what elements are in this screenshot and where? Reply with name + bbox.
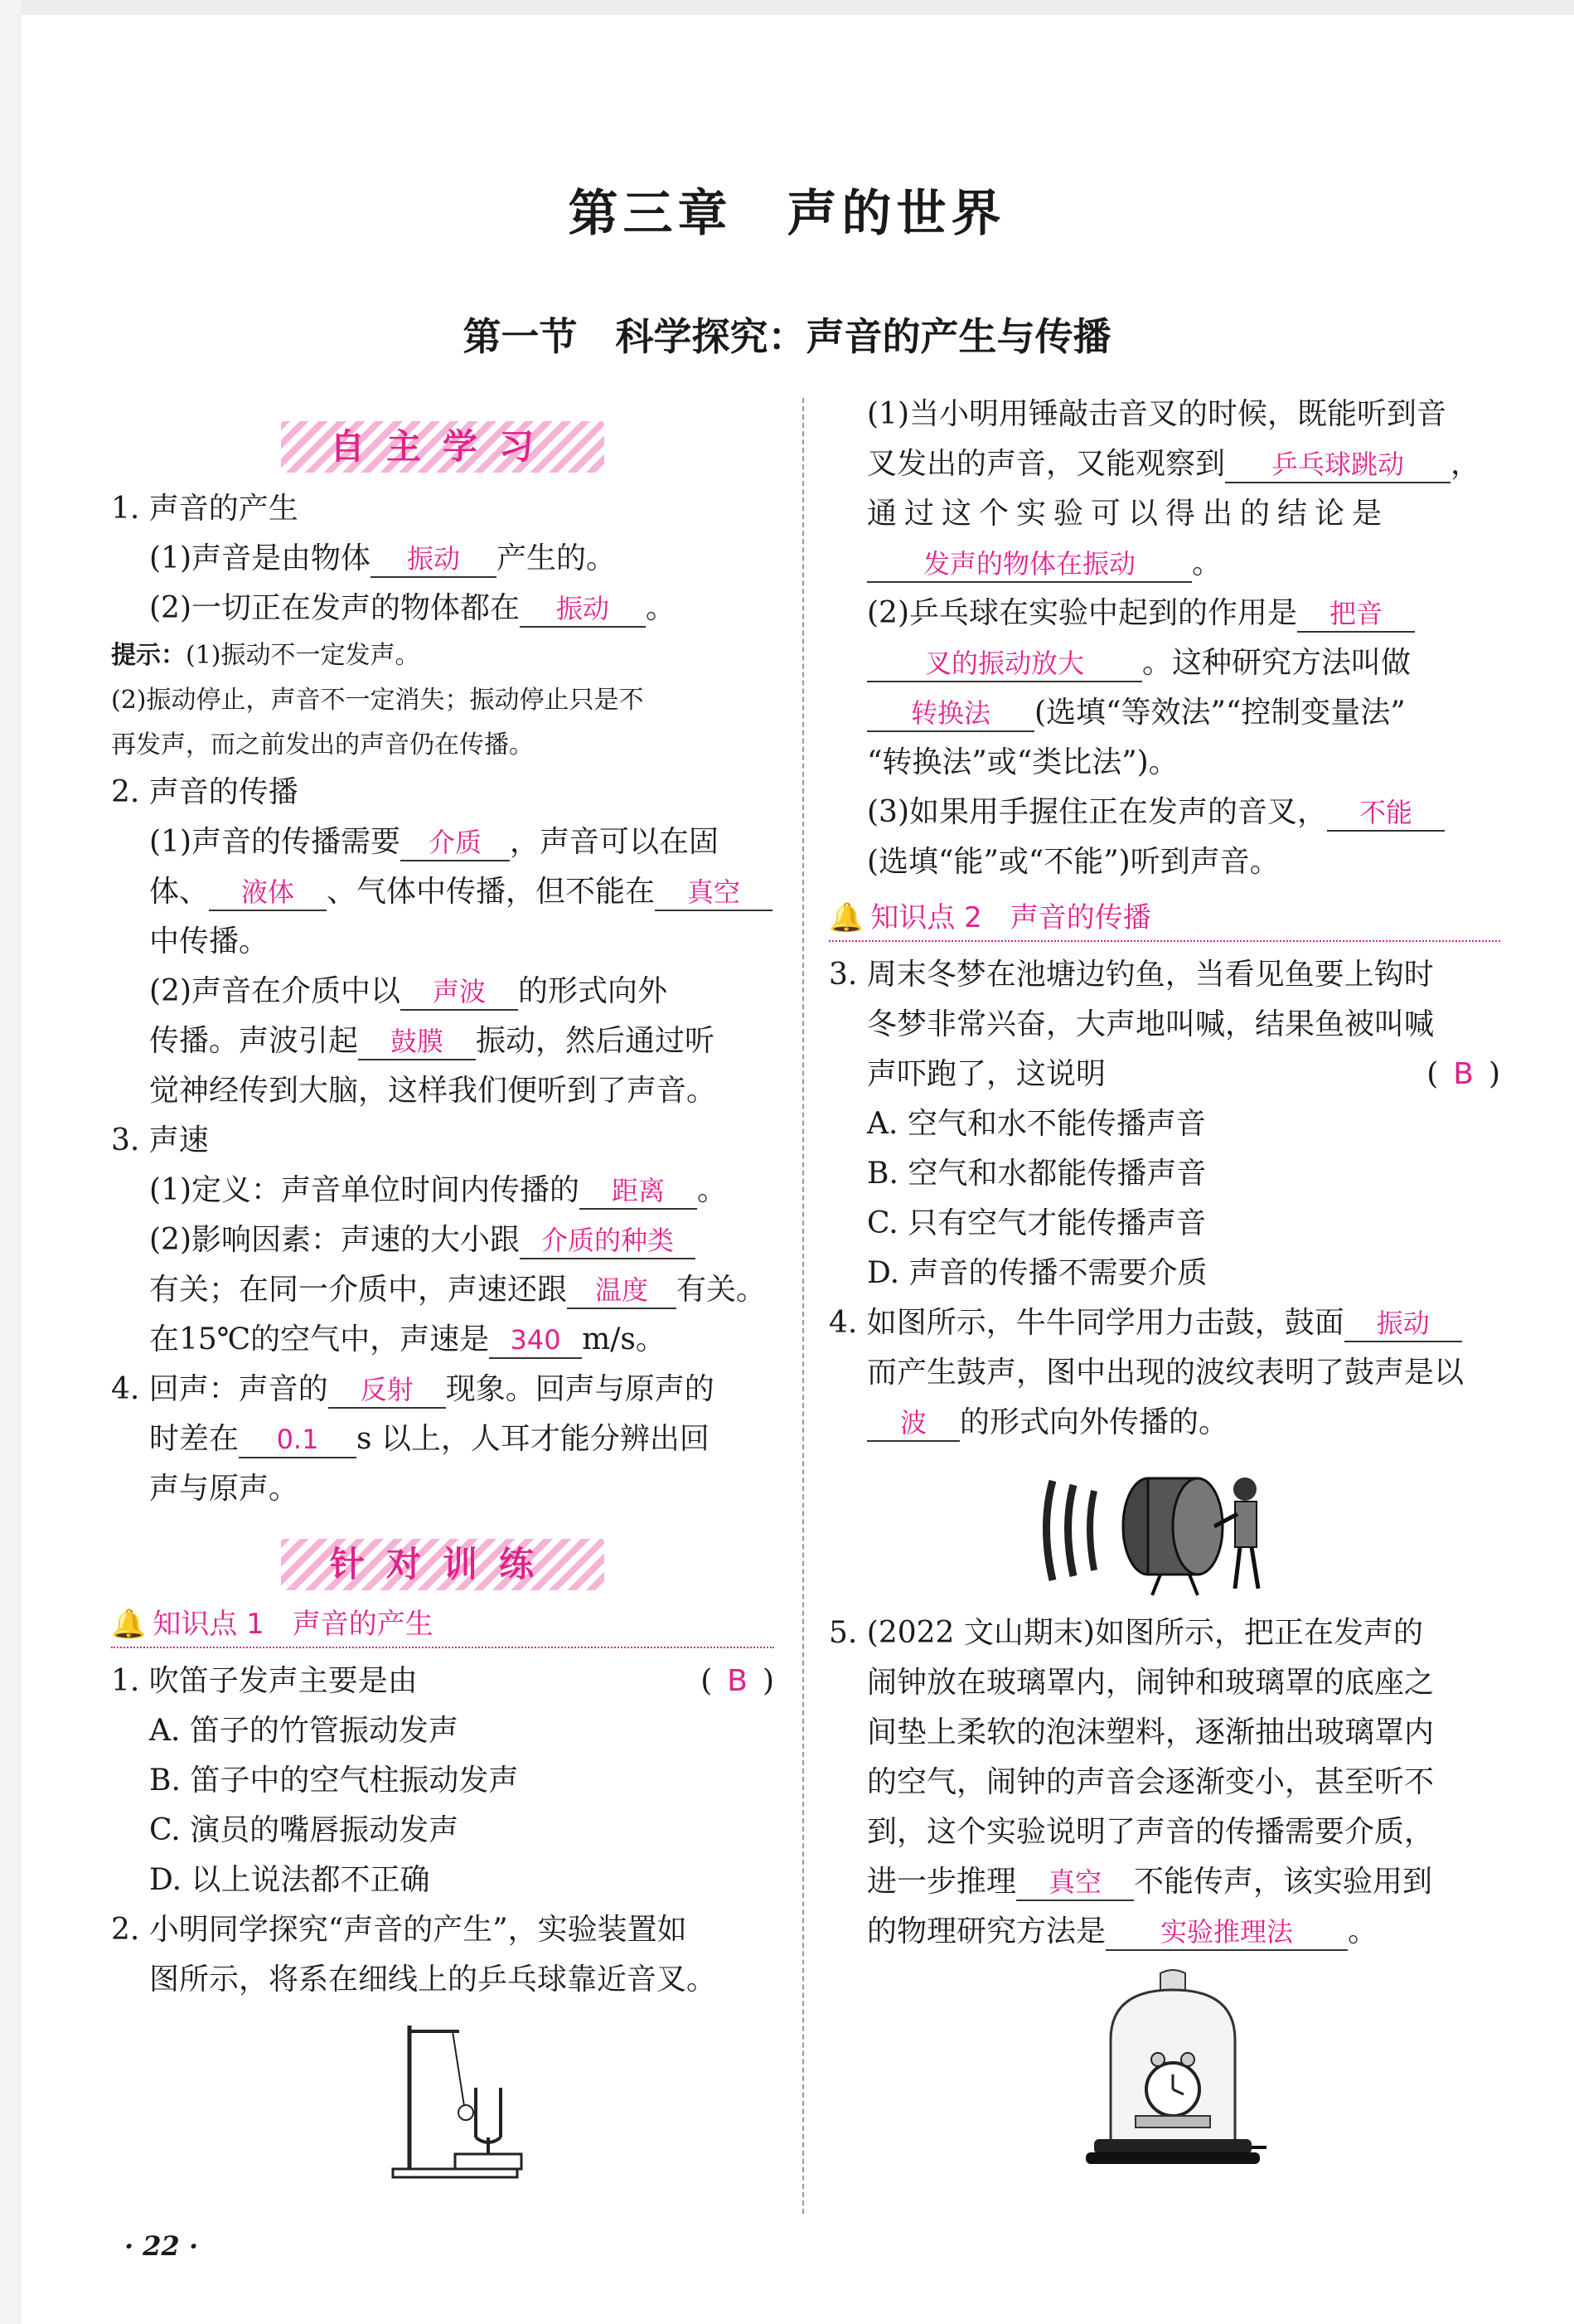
answer-blank: 发声的物体在振动 bbox=[867, 546, 1192, 583]
answer-blank: 声波 bbox=[400, 974, 518, 1011]
s3-title: 3. 声速 bbox=[111, 1123, 209, 1157]
figure-bell-jar bbox=[829, 1965, 1500, 2176]
answer-blank: 不能 bbox=[1327, 795, 1445, 832]
bell-icon: 🔔 bbox=[111, 1608, 147, 1641]
q2p1-line3: 通过这个实验可以得出的结论是 bbox=[867, 497, 1390, 531]
q3-option-d: D. 声音的传播不需要介质 bbox=[867, 1256, 1208, 1290]
q5-line1: 5. (2022 文山期末)如图所示，把正在发声的 bbox=[829, 1616, 1423, 1650]
figure-tuning-fork-apparatus bbox=[111, 2013, 774, 2191]
s2-line3: 中传播。 bbox=[149, 924, 269, 958]
left-column bbox=[111, 415, 774, 2199]
answer-blank: 介质的种类 bbox=[520, 1223, 695, 1259]
answer-blank: 340 bbox=[489, 1322, 582, 1359]
q4-line1: 4. 如图所示，牛牛同学用力击鼓，鼓面 振动 bbox=[829, 1298, 1500, 1348]
q5-line6: 进一步推理 真空 不能传声，该实验用到 bbox=[829, 1857, 1500, 1907]
answer-blank: 真空 bbox=[1016, 1865, 1134, 1901]
banner-self-study: 自主学习 bbox=[281, 421, 604, 473]
q2-stem-line2: 图所示，将系在细线上的乒乓球靠近音叉。 bbox=[149, 1963, 717, 1997]
q1-stem: 1. 吹笛子发声主要是由 ( B ) bbox=[111, 1657, 774, 1706]
scan-edge-top bbox=[0, 0, 1574, 15]
answer-blank: 转换法 bbox=[867, 696, 1034, 732]
q5-line7: 的物理研究方法是 实验推理法 。 bbox=[829, 1907, 1500, 1957]
hint-line2: (2)振动停止，声音不一定消失；振动停止只是不 bbox=[111, 686, 644, 715]
s2-line5: 传播。声波引起 鼓膜 振动，然后通过听 bbox=[111, 1016, 774, 1066]
answer-paren: ( B ) bbox=[1426, 1057, 1500, 1091]
s1-line2: (2)一切正在发声的物体都在 振动 。 bbox=[111, 584, 774, 633]
q5-line4: 的空气，闹钟的声音会逐渐变小，甚至听不 bbox=[867, 1765, 1435, 1799]
answer-blank: 真空 bbox=[655, 875, 772, 911]
s3-line4: 在15℃的空气中，声速是 340 m/s。 bbox=[111, 1315, 774, 1365]
column-divider bbox=[802, 398, 804, 2214]
s2-line2: 体、 液体 、气体中传播，但不能在 真空 bbox=[111, 867, 774, 917]
q3-line1: 3. 周末冬梦在池塘边钓鱼，当看见鱼要上钩时 bbox=[829, 958, 1434, 992]
answer-blank: 振动 bbox=[520, 591, 646, 628]
q2p2-line3: 转换法 (选填“等效法”“控制变量法” bbox=[829, 688, 1500, 738]
q3-line2: 冬梦非常兴奋，大声地叫喊，结果鱼被叫喊 bbox=[867, 1007, 1435, 1041]
q3-option-a: A. 空气和水不能传播声音 bbox=[867, 1107, 1206, 1141]
chapter-title: 第三章 声的世界 bbox=[568, 185, 1006, 243]
s2-line4: (2)声音在介质中以 声波 的形式向外 bbox=[111, 967, 774, 1016]
tuning-fork-figure bbox=[385, 2013, 550, 2187]
answer-blank: 乒乓球跳动 bbox=[1225, 447, 1451, 483]
answer-blank: 振动 bbox=[1344, 1306, 1462, 1342]
q3-option-b: B. 空气和水都能传播声音 bbox=[867, 1157, 1207, 1191]
s3-line3: 有关；在同一介质中，声速还跟 温度 有关。 bbox=[111, 1265, 774, 1315]
s1-title: 1. 声音的产生 bbox=[111, 492, 298, 526]
answer-blank: 波 bbox=[867, 1405, 960, 1442]
answer-blank: 振动 bbox=[370, 541, 496, 578]
drum-figure bbox=[1036, 1456, 1276, 1597]
page-number: · 22 · bbox=[124, 2230, 199, 2262]
hint-line3: 再发声，而之前发出的声音仍在传播。 bbox=[111, 730, 534, 759]
q1-option-c: C. 演员的嘴唇振动发声 bbox=[149, 1813, 459, 1847]
q2p2-line4: “转换法”或“类比法”)。 bbox=[867, 745, 1179, 779]
q3-line3: 声吓跑了，这说明 ( B ) bbox=[829, 1050, 1500, 1099]
answer-blank: 介质 bbox=[400, 825, 510, 861]
q2p3-line1: (3)如果用手握住正在发声的音叉， 不能 bbox=[829, 788, 1500, 837]
s1-line1: (1)声音是由物体 振动 产生的。 bbox=[111, 534, 774, 584]
answer-blank: 0.1 bbox=[239, 1422, 356, 1458]
answer-blank: 实验推理法 bbox=[1106, 1914, 1348, 1951]
q2-stem-line1: 2. 小明同学探究“声音的产生”，实验装置如 bbox=[111, 1913, 687, 1947]
q5-line2: 闹钟放在玻璃罩内，闹钟和玻璃罩的底座之 bbox=[867, 1666, 1435, 1700]
q2p1-line2: 叉发出的声音，又能观察到 乒乓球跳动 ， bbox=[829, 439, 1500, 489]
answer-blank: 叉的振动放大 bbox=[867, 646, 1142, 682]
answer-blank: 鼓膜 bbox=[358, 1024, 476, 1060]
knowledge-point-1: 🔔 知识点 1 声音的产生 bbox=[111, 1602, 774, 1648]
section-title: 第一节 科学探究：声音的产生与传播 bbox=[463, 314, 1111, 359]
q3-option-c: C. 只有空气才能传播声音 bbox=[867, 1206, 1207, 1240]
knowledge-point-2: 🔔 知识点 2 声音的传播 bbox=[829, 895, 1500, 942]
answer-blank: 反射 bbox=[328, 1372, 446, 1409]
s3-line2: (2)影响因素：声速的大小跟 介质的种类 bbox=[111, 1215, 774, 1265]
q5-line5: 到，这个实验说明了声音的传播需要介质， bbox=[867, 1815, 1435, 1849]
q3-answer: B bbox=[1453, 1057, 1474, 1091]
figure-drum bbox=[829, 1456, 1500, 1600]
q5-line3: 间垫上柔软的泡沫塑料，逐渐抽出玻璃罩内 bbox=[867, 1715, 1435, 1749]
q1-option-b: B. 笛子中的空气柱振动发声 bbox=[149, 1764, 519, 1798]
answer-blank: 液体 bbox=[209, 875, 327, 911]
s3-line1: (1)定义：声音单位时间内传播的 距离 。 bbox=[111, 1166, 774, 1215]
q1-option-a: A. 笛子的竹管振动发声 bbox=[149, 1714, 458, 1748]
q4-line2: 而产生鼓声，图中出现的波纹表明了鼓声是以 bbox=[867, 1356, 1465, 1390]
hint-label: 提示： bbox=[111, 641, 186, 670]
q2p1-line4: 发声的物体在振动 。 bbox=[829, 539, 1500, 589]
hint-line1: 提示：(1)振动不一定发声。 bbox=[111, 641, 420, 670]
q4-line3: 波 的形式向外传播的。 bbox=[829, 1398, 1500, 1448]
q2p1-line1: (1)当小明用锤敲击音叉的时候，既能听到音 bbox=[867, 397, 1446, 431]
q2p2-line1: (2)乒乓球在实验中起到的作用是 把音 bbox=[829, 589, 1500, 638]
q1-option-d: D. 以上说法都不正确 bbox=[149, 1863, 430, 1897]
answer-blank: 距离 bbox=[579, 1173, 697, 1210]
s4-line3: 声与原声。 bbox=[149, 1472, 299, 1506]
right-column bbox=[829, 390, 1500, 2184]
bell-icon: 🔔 bbox=[829, 901, 864, 934]
banner-targeted-training: 针对训练 bbox=[281, 1539, 604, 1590]
q2p3-line2: (选填“能”或“不能”)听到声音。 bbox=[867, 845, 1280, 879]
answer-paren: ( B ) bbox=[700, 1664, 774, 1698]
bell-jar-figure bbox=[1078, 1965, 1268, 2172]
s2-title: 2. 声音的传播 bbox=[111, 775, 298, 809]
s4-line1: 4. 回声：声音的 反射 现象。回声与原声的 bbox=[111, 1365, 774, 1414]
s2-line1: (1)声音的传播需要 介质 ，声音可以在固 bbox=[111, 818, 774, 867]
s2-line6: 觉神经传到大脑，这样我们便听到了声音。 bbox=[149, 1074, 717, 1108]
answer-blank: 温度 bbox=[567, 1273, 676, 1309]
answer-blank: 把音 bbox=[1297, 596, 1415, 633]
s4-line2: 时差在 0.1 s 以上，人耳才能分辨出回 bbox=[111, 1414, 774, 1464]
q1-answer: B bbox=[727, 1664, 748, 1698]
q2p2-line2: 叉的振动放大 。这种研究方法叫做 bbox=[829, 638, 1500, 688]
